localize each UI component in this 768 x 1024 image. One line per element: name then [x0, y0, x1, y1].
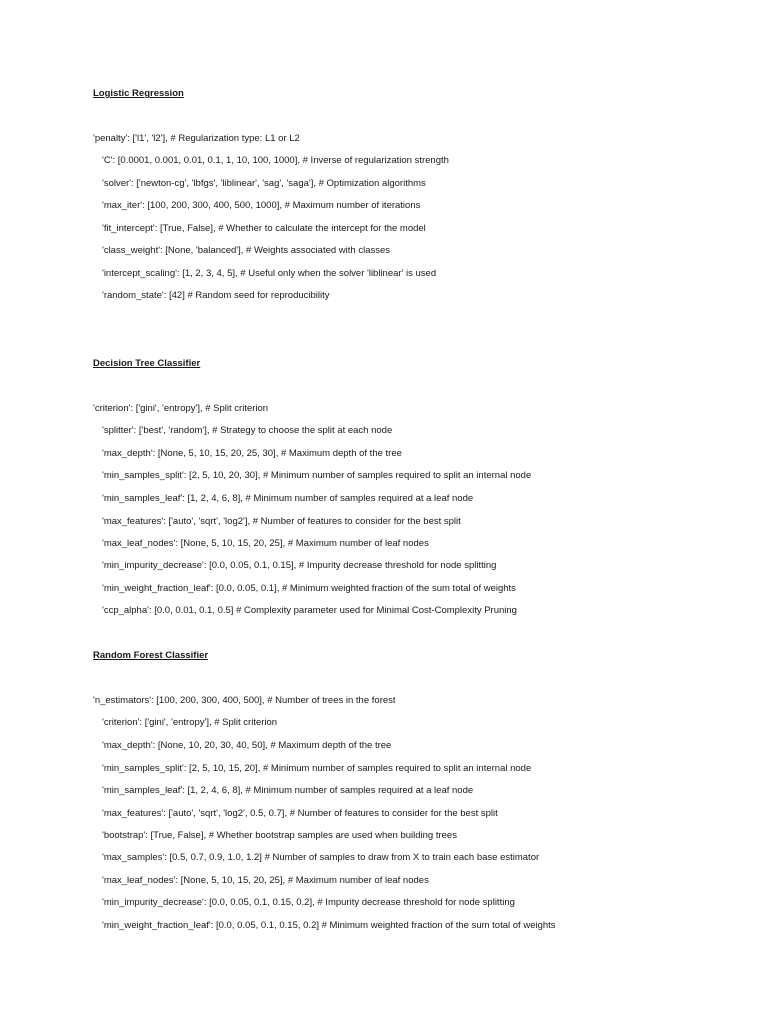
param-line: 'ccp_alpha': [0.0, 0.01, 0.1, 0.5] # Complexity parameter used for Minimal Cost-Complexity Pruning	[102, 605, 517, 616]
param-line: 'criterion': ['gini', 'entropy'], # Split criterion	[102, 717, 278, 728]
param-line: 'solver': ['newton-cg', 'lbfgs', 'liblinear', 'sag', 'saga'], # Optimization algorithms	[102, 178, 426, 189]
param-line: 'max_iter': [100, 200, 300, 400, 500, 1000], # Maximum number of iterations	[102, 200, 421, 211]
param-line: 'intercept_scaling': [1, 2, 3, 4, 5], # Useful only when the solver 'liblinear' is used	[102, 268, 437, 279]
param-line: 'max_samples': [0.5, 0.7, 0.9, 1.0, 1.2] # Number of samples to draw from X to train each base estimator	[102, 852, 540, 863]
param-line: 'min_impurity_decrease': [0.0, 0.05, 0.1, 0.15], # Impurity decrease threshold for node splitting	[102, 560, 497, 571]
section-heading: Logistic Regression	[93, 88, 184, 99]
param-line: 'penalty': ['l1', 'l2'], # Regularization type: L1 or L2	[93, 133, 300, 144]
param-line: 'min_samples_split': [2, 5, 10, 15, 20], # Minimum number of samples required to split an internal node	[102, 763, 532, 774]
param-line: 'class_weight': [None, 'balanced'], # Weights associated with classes	[102, 245, 391, 256]
param-line: 'min_samples_leaf': [1, 2, 4, 6, 8], # Minimum number of samples required at a leaf node	[102, 493, 474, 504]
param-line: 'splitter': ['best', 'random'], # Strategy to choose the split at each node	[102, 425, 393, 436]
param-line: 'C': [0.0001, 0.001, 0.01, 0.1, 1, 10, 100, 1000], # Inverse of regularization strength	[102, 155, 449, 166]
param-line: 'random_state': [42] # Random seed for reproducibility	[102, 290, 330, 301]
param-line: 'min_samples_leaf': [1, 2, 4, 6, 8], # Minimum number of samples required at a leaf node	[102, 785, 474, 796]
section-heading: Decision Tree Classifier	[93, 358, 201, 369]
param-line: 'max_features': ['auto', 'sqrt', 'log2', 0.5, 0.7], # Number of features to consider for the best split	[102, 808, 498, 819]
param-line: 'n_estimators': [100, 200, 300, 400, 500], # Number of trees in the forest	[93, 695, 396, 706]
param-line: 'min_impurity_decrease': [0.0, 0.05, 0.1, 0.15, 0.2], # Impurity decrease threshold for node splitting	[102, 897, 515, 908]
param-line: 'max_leaf_nodes': [None, 5, 10, 15, 20, 25], # Maximum number of leaf nodes	[102, 875, 429, 886]
param-line: 'max_features': ['auto', 'sqrt', 'log2'], # Number of features to consider for the best split	[102, 516, 461, 527]
param-line: 'max_depth': [None, 10, 20, 30, 40, 50], # Maximum depth of the tree	[102, 740, 392, 751]
param-line: 'fit_intercept': [True, False], # Whether to calculate the intercept for the model	[102, 223, 426, 234]
param-line: 'criterion': ['gini', 'entropy'], # Split criterion	[93, 403, 269, 414]
param-line: 'max_depth': [None, 5, 10, 15, 20, 25, 30], # Maximum depth of the tree	[102, 448, 402, 459]
param-line: 'min_samples_split': [2, 5, 10, 20, 30], # Minimum number of samples required to split an internal node	[102, 470, 532, 481]
param-line: 'bootstrap': [True, False], # Whether bootstrap samples are used when building trees	[102, 830, 457, 841]
param-line: 'min_weight_fraction_leaf': [0.0, 0.05, 0.1, 0.15, 0.2] # Minimum weighted fraction of the sum total of weights	[102, 920, 556, 931]
param-line: 'max_leaf_nodes': [None, 5, 10, 15, 20, 25], # Maximum number of leaf nodes	[102, 538, 429, 549]
param-line: 'min_weight_fraction_leaf': [0.0, 0.05, 0.1], # Minimum weighted fraction of the sum total of weights	[102, 583, 516, 594]
section-heading: Random Forest Classifier	[93, 650, 209, 661]
